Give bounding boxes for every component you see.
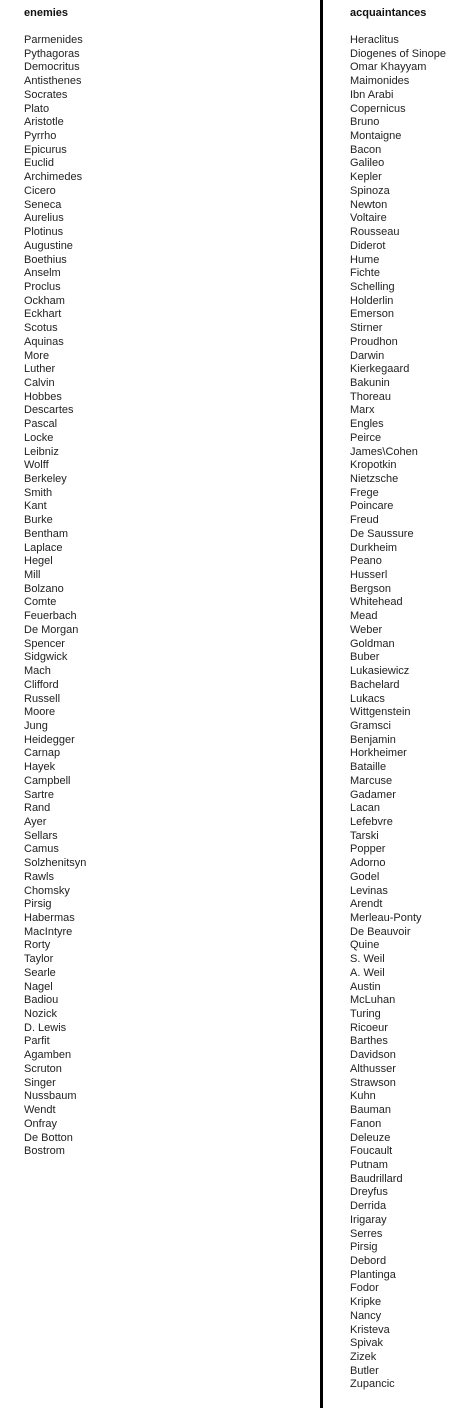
name-item: Foucault [350, 1145, 393, 1158]
name-item: Bauman [350, 1104, 391, 1117]
name-item: Solzhenitsyn [24, 857, 87, 870]
name-item: Husserl [350, 569, 388, 582]
enemies-heading: enemies [24, 7, 69, 19]
name-item: Popper [350, 843, 386, 856]
name-item: Poincare [350, 500, 394, 513]
name-item: Socrates [24, 88, 68, 101]
name-item: James\Cohen [350, 445, 418, 458]
name-item: Parfit [24, 1035, 50, 1048]
name-item: De Beauvoir [350, 925, 411, 938]
name-item: Emerson [350, 308, 395, 321]
name-item: Aquinas [24, 335, 64, 348]
name-item: McLuhan [350, 994, 396, 1007]
name-item: Jung [24, 719, 48, 732]
name-item: Kropotkin [350, 459, 397, 472]
name-item: Whitehead [350, 596, 403, 609]
name-item: De Saussure [350, 527, 414, 540]
name-item: Hobbes [24, 390, 62, 403]
name-item: Pyrrho [24, 130, 57, 143]
name-item: Rorty [24, 939, 51, 952]
name-item: Sidgwick [24, 651, 68, 664]
name-item: MacIntyre [24, 925, 73, 938]
name-item: D. Lewis [24, 1021, 67, 1034]
name-item: Butler [350, 1364, 379, 1377]
name-item: Cicero [24, 184, 56, 197]
name-item: Fanon [350, 1117, 382, 1130]
name-item: Holderlin [350, 294, 394, 307]
name-item: Montaigne [350, 130, 402, 143]
name-item: Gadamer [350, 788, 396, 801]
name-item: Sellars [24, 829, 58, 842]
name-item: Bacon [350, 143, 382, 156]
name-item: Spivak [350, 1337, 384, 1350]
name-item: Serres [350, 1227, 383, 1240]
name-item: S. Weil [350, 953, 385, 966]
name-item: Plato [24, 102, 50, 115]
name-item: Marcuse [350, 774, 393, 787]
name-item: Agamben [24, 1049, 72, 1062]
name-item: Pirsig [24, 898, 52, 911]
name-item: Russell [24, 692, 61, 705]
name-item: Adorno [350, 857, 386, 870]
name-item: Benjamin [350, 733, 396, 746]
name-item: Bentham [24, 527, 69, 540]
column-divider [320, 0, 323, 1408]
name-item: Ayer [24, 815, 47, 828]
name-item: Lacan [350, 802, 380, 815]
enemies-column [24, 7, 304, 1159]
name-item: Freud [350, 514, 379, 527]
name-item: Mill [24, 569, 41, 582]
name-item: Derrida [350, 1200, 387, 1213]
name-item: Kristeva [350, 1323, 390, 1336]
name-item: Arendt [350, 898, 383, 911]
name-item: Kripke [350, 1296, 382, 1309]
enemies-list [24, 34, 304, 1159]
name-item: Chomsky [24, 884, 70, 897]
name-item: Thoreau [350, 390, 391, 403]
name-item: Diogenes of Sinope [350, 47, 447, 60]
name-item: Irigaray [350, 1213, 387, 1226]
name-item: Althusser [350, 1062, 396, 1075]
name-item: Scotus [24, 322, 58, 335]
name-item: Godel [350, 870, 380, 883]
name-item: Comte [24, 596, 57, 609]
name-item: Aristotle [24, 116, 64, 129]
name-item: Weber [350, 623, 383, 636]
name-item: Berkeley [24, 473, 67, 485]
name-item: Engles [350, 418, 384, 431]
name-item: Nietzsche [350, 473, 399, 485]
name-item: Lukacs [350, 692, 385, 705]
name-item: Antisthenes [24, 75, 82, 88]
name-item: Carnap [24, 747, 61, 760]
name-item: Putnam [350, 1158, 388, 1171]
name-item: Tarski [350, 829, 379, 842]
name-item: Kierkegaard [350, 363, 410, 376]
name-item: Hayek [24, 761, 56, 774]
name-item: Leibniz [24, 445, 59, 458]
name-item: Plotinus [24, 226, 64, 239]
name-item: Epicurus [24, 143, 67, 156]
name-item: Peirce [350, 431, 382, 444]
name-item: Wittgenstein [350, 706, 411, 719]
name-item: Mead [350, 610, 378, 623]
name-item: Aurelius [24, 212, 64, 225]
name-item: Nozick [24, 1008, 58, 1021]
name-item: Rawls [24, 870, 54, 883]
name-item: Rand [24, 802, 51, 815]
name-item: Baudrillard [350, 1172, 403, 1185]
name-item: A. Weil [350, 966, 385, 979]
name-item: Eckhart [24, 308, 62, 321]
name-item: Spencer [24, 637, 65, 650]
name-item: Quine [350, 939, 380, 952]
name-item: Proclus [24, 280, 61, 293]
name-item: Locke [24, 431, 54, 444]
name-item: Maimonides [350, 75, 410, 88]
name-item: Fichte [350, 267, 380, 280]
name-item: Mach [24, 665, 51, 678]
name-item: Luther [24, 363, 56, 376]
name-item: Heraclitus [350, 34, 399, 46]
name-item: Levinas [350, 884, 388, 897]
name-item: Fodor [350, 1282, 379, 1295]
name-item: Laplace [24, 541, 63, 554]
name-item: Descartes [24, 404, 74, 417]
name-item: Lefebvre [350, 815, 393, 828]
name-item: Kant [24, 500, 47, 513]
name-item: Stirner [350, 322, 383, 335]
name-item: Copernicus [350, 102, 406, 115]
name-item: Moore [24, 706, 56, 719]
name-item: Marx [350, 404, 375, 417]
name-item: Clifford [24, 678, 59, 691]
name-item: Nussbaum [24, 1090, 77, 1103]
name-item: Buber [350, 651, 380, 664]
name-item: Wolff [24, 459, 49, 472]
name-item: De Morgan [24, 623, 79, 636]
name-item: Anselm [24, 267, 61, 280]
name-item: Lukasiewicz [350, 665, 410, 678]
name-item: Austin [350, 980, 381, 993]
name-item: De Botton [24, 1131, 73, 1144]
name-item: Omar Khayyam [350, 61, 427, 74]
name-item: Hegel [24, 555, 53, 568]
name-item: Deleuze [350, 1131, 391, 1144]
name-item: Boethius [24, 253, 67, 266]
name-item: Calvin [24, 376, 55, 389]
name-item: Euclid [24, 157, 54, 170]
name-item: Voltaire [350, 212, 387, 225]
name-item: Bruno [350, 116, 380, 129]
name-item: Bakunin [350, 376, 390, 389]
name-item: Wendt [24, 1104, 56, 1117]
name-item: Diderot [350, 239, 386, 252]
name-item: Feuerbach [24, 610, 77, 623]
name-item: Ricoeur [350, 1021, 388, 1034]
name-item: Nagel [24, 980, 53, 993]
name-item: Debord [350, 1254, 387, 1267]
name-item: Dreyfus [350, 1186, 388, 1199]
name-item: Burke [24, 514, 53, 527]
name-item: Davidson [350, 1049, 396, 1062]
name-item: Proudhon [350, 335, 398, 348]
name-item: Pascal [24, 418, 58, 431]
name-item: Camus [24, 843, 59, 856]
name-item: Strawson [350, 1076, 396, 1089]
name-item: Badiou [24, 994, 59, 1007]
name-item: Rousseau [350, 226, 400, 239]
name-item: Nancy [350, 1309, 382, 1322]
name-item: Bachelard [350, 678, 400, 691]
acquaintances-column [350, 7, 468, 1392]
name-item: Campbell [24, 774, 71, 787]
acquaintances-heading: acquaintances [350, 7, 427, 19]
name-item: Bergson [350, 582, 391, 595]
name-item: Ibn Arabi [350, 88, 394, 101]
name-item: Bataille [350, 761, 387, 774]
name-item: Kuhn [350, 1090, 376, 1103]
name-item: Merleau-Ponty [350, 912, 422, 924]
name-item: Parmenides [24, 34, 83, 46]
name-item: Bolzano [24, 582, 64, 595]
name-item: Goldman [350, 637, 395, 650]
name-item: Searle [24, 966, 56, 979]
name-item: Turing [350, 1008, 381, 1021]
name-item: Horkheimer [350, 747, 407, 760]
name-item: Durkheim [350, 541, 398, 554]
name-item: Habermas [24, 912, 75, 924]
name-item: Archimedes [24, 171, 83, 184]
name-item: Bostrom [24, 1145, 65, 1158]
name-item: Democritus [24, 61, 80, 74]
name-item: Seneca [24, 198, 62, 211]
name-item: Zizek [350, 1351, 377, 1363]
name-item: Scruton [24, 1062, 62, 1075]
name-item: Barthes [350, 1035, 388, 1048]
name-item: Pythagoras [24, 47, 80, 60]
name-item: Gramsci [350, 719, 391, 732]
name-item: Pirsig [350, 1241, 378, 1254]
name-item: Plantinga [350, 1268, 396, 1281]
name-item: Taylor [24, 953, 54, 966]
name-item: Sartre [24, 788, 54, 801]
name-item: Spinoza [350, 184, 390, 197]
name-item: Schelling [350, 280, 395, 293]
name-item: Ockham [24, 294, 65, 307]
name-item: Smith [24, 486, 53, 499]
name-item: Onfray [24, 1117, 58, 1130]
name-item: Hume [350, 253, 380, 266]
name-item: Singer [24, 1076, 56, 1089]
name-item: Newton [350, 198, 388, 211]
name-item: More [24, 349, 50, 362]
name-item: Heidegger [24, 733, 75, 746]
name-item: Galileo [350, 157, 385, 170]
name-item: Augustine [24, 239, 73, 252]
acquaintances-list [350, 34, 468, 1392]
name-item: Peano [350, 555, 382, 568]
name-item: Zupancic [350, 1378, 395, 1391]
name-item: Darwin [350, 349, 385, 362]
name-item: Frege [350, 486, 379, 499]
name-item: Kepler [350, 171, 382, 184]
